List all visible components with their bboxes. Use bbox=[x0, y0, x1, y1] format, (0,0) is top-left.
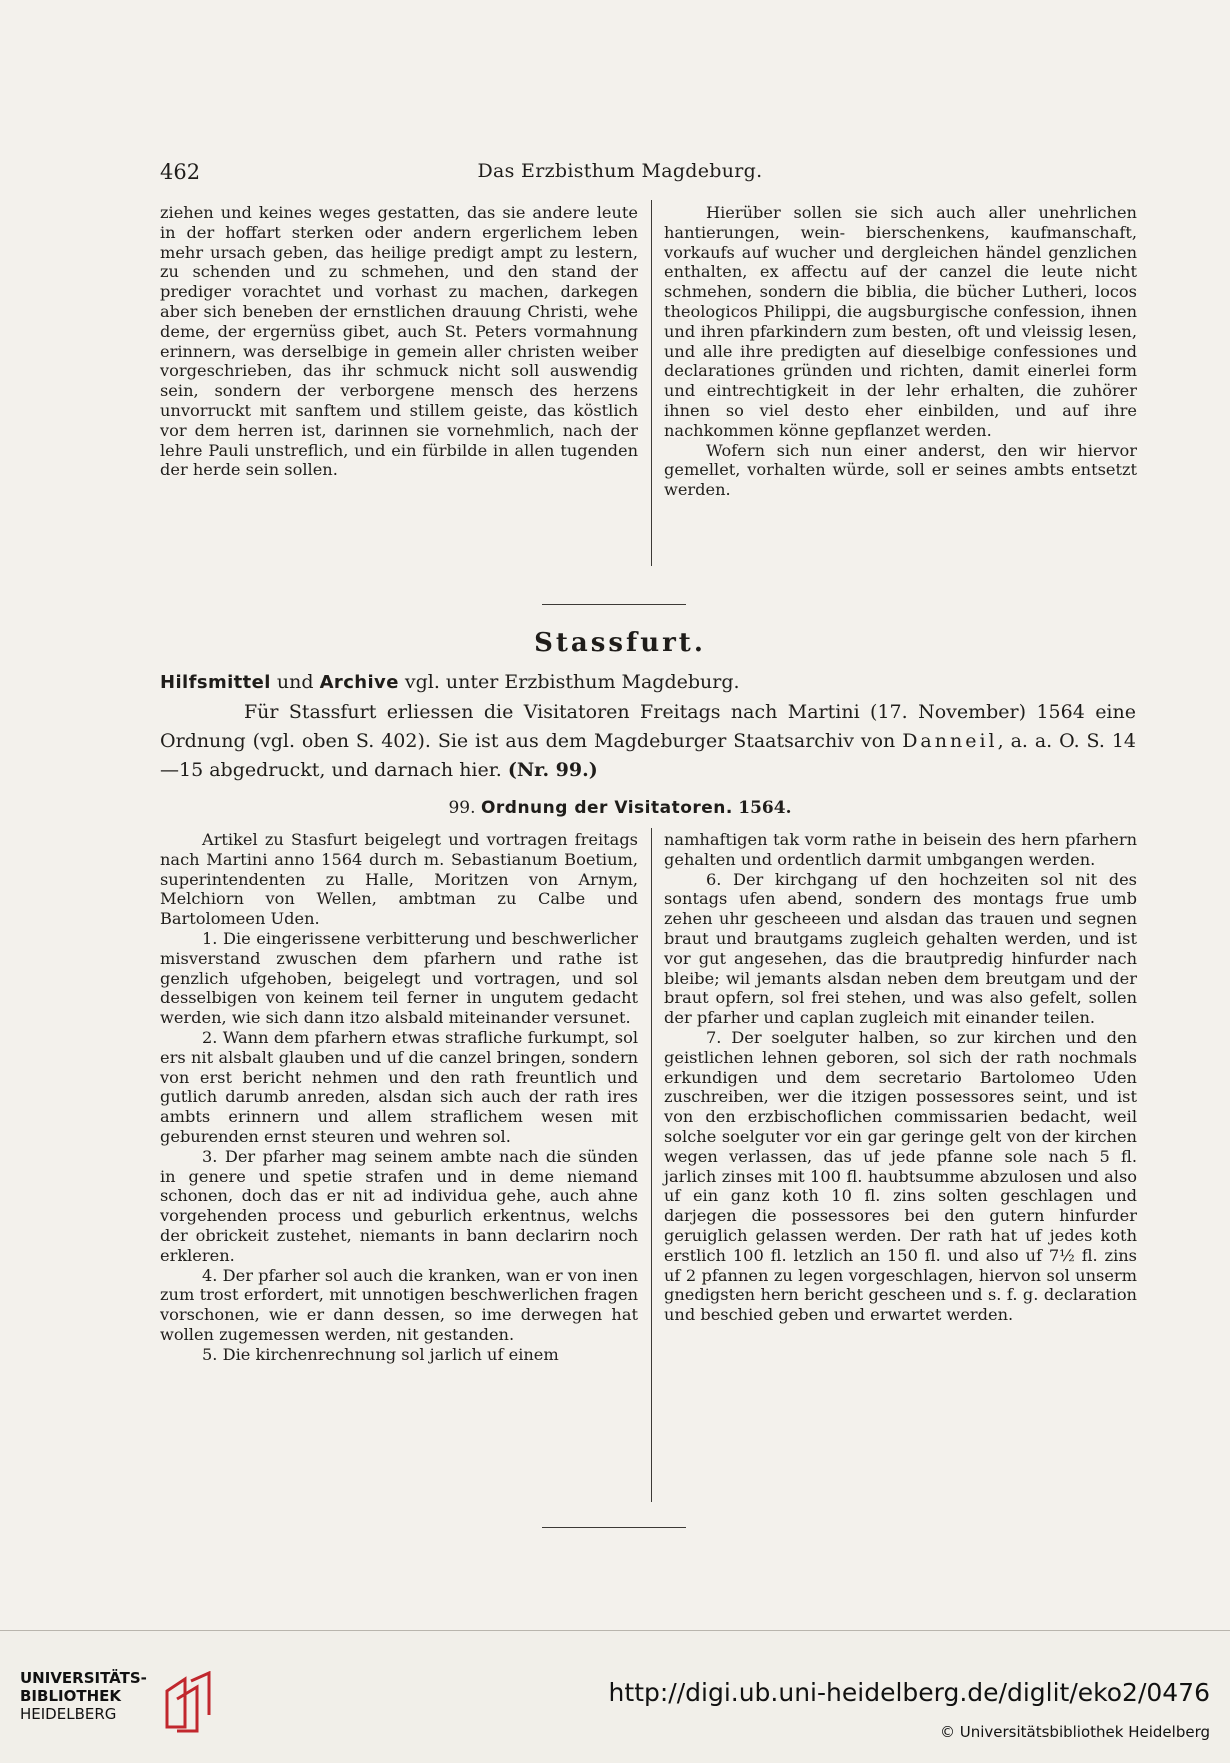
page-header bbox=[160, 160, 1080, 190]
article-1: 1. Die eingerissene verbitterung und beschwerlicher misverstand zwuschen dem pfarhern und rathe ist genzlich ufgehoben, beigelegt und vortragen, und sol desselbigen von keinem teil ferner in ungutem gedacht werden, wie sich dann itzo alsbald miteinander versunet. bbox=[160, 928, 638, 1028]
body-left-column bbox=[160, 830, 638, 1365]
paragraph: Artikel zu Stasfurt beigelegt und vortragen freitags nach Martini anno 1564 durch m. Sebastianum Boetium, superintendenten zu Halle, Moritzen von Arnym, Melchiorn von Wellen, ambtman zu Calbe und Bartolomeen Uden. bbox=[160, 830, 638, 929]
paragraph: Hierüber sollen sie sich auch aller unehrlichen hantierungen, wein- bierschenkens, kaufmanschaft, vorkaufs auf wucher und dergleichen händel genzlichen enthalten, ex affectu auf der canzel die leute nicht schmehen, sondern die biblia, die bücher Lutheri, locos theologicos Philippi, die augsburgische confession, ihnen und ihren pfarkindern zum besten, oft und vleissig lesen, und alle ihre predigten auf dieselbige confessiones und declarationes gründen und richten, damit einerlei form und eintrechtigkeit in der lehr erhalten, die zuhörer ihnen so viel desto eher einbilden, und auf ihre nachkommen könne gepflanzet werden. bbox=[664, 203, 1137, 440]
intro-rest: vgl. unter Erzbisthum Magdeburg. bbox=[398, 671, 740, 693]
page-number: 462 bbox=[160, 160, 201, 184]
article-2: 2. Wann dem pfarhern etwas strafliche furkumpt, sol ers nit alsbalt glauben und uf die canzel bringen, sondern von erst bericht nehmen und den rath freuntlich und gutlich darumb anreden, alsdan sich auch der rath ires ambts erinnern und allem straflichem wesen mit geburenden ernst steuren und wehren sol. bbox=[160, 1027, 638, 1146]
article-5: 5. Die kirchenrechnung sol jarlich uf einem bbox=[202, 1344, 559, 1364]
end-separator bbox=[542, 1527, 686, 1528]
paragraph: ziehen und keines weges gestatten, das sie andere leute in der hoffart sterken oder andern ergerlichem leben mehr ursach geben, das heilige predigt ampt zu lestern, zu schenden und zu schmehen, und den stand der prediger vorachtet und vorhast zu machen, darkegen aber sich beneben der ernstlichen drauung Christi, wehe deme, der ergernüss gibet, auch St. Peters vormahnung erinnern, was derselbige in gemein aller christen weiber vorgeschrieben, das ihr schmuck nicht soll auswendig sein, sondern der verborgene mensch des herzens unvorruckt mit sanftem und stillem geiste, das köstlich vor dem herren ist, darinnen sie vornehmlich, nach der lehre Pauli unstreflich, und ein fürbilde in allen tugenden der herde sein sollen. bbox=[160, 203, 638, 480]
library-name bbox=[20, 1669, 147, 1723]
column-divider bbox=[651, 828, 652, 1502]
paragraph: namhaftigen tak vorm rathe in beisein des hern pfarhern gehalten und ordentlich darmit umbgangen werden. bbox=[664, 830, 1137, 869]
section-title: Stassfurt. bbox=[534, 628, 706, 658]
footer bbox=[0, 1631, 1230, 1763]
paragraph: Wofern sich nun einer anderst, den wir hiervor gemellet, vorhalten würde, soll er seines ambts entsetzt werden. bbox=[664, 440, 1137, 500]
top-right-column bbox=[664, 203, 1137, 500]
article-7: 7. Der soelguter halben, so zur kirchen und den geistlichen lehnen geboren, sol sich der rath nochmals erkundigen und dem secretario Bartolomeo Uden zuschreiben, wer die itzigen possessores seint, und ist von den erzbischoflichen commissarien bedacht, weil solche soelguter vor ein gar geringe gelt von der kirchen wegen verlassen, das uf jede pfanne sole nach 5 fl. jarlich zinses mit 100 fl. haubtsumme abzulosen und also uf ein ganz koth 10 fl. zins solten geschlagen und darjegen die possessores bei den gutern hinfurder geruiglich gelassen werden. Der rath hat uf jedes koth erstlich 100 fl. letzlich an 150 fl. und also uf 7½ fl. zins uf 2 pfannen zu legen vorgeschlagen, hiervon sol unserm gnedigsten hern bericht gescheen und s. f. g. declaration und beschied geben und erwartet werden. bbox=[664, 1027, 1137, 1325]
intro-paragraph bbox=[160, 698, 1136, 785]
intro-joiner: und bbox=[270, 671, 320, 693]
intro-text-b: , a. a. O. S. 14—15 abgedruckt, und darnach hier. bbox=[160, 730, 1136, 781]
aids-and-archives-line bbox=[160, 668, 1136, 697]
running-title: Das Erzbisthum Magdeburg. bbox=[477, 160, 763, 182]
document-number: 99. bbox=[448, 798, 476, 818]
document-title: Ordnung der Visitatoren. bbox=[480, 798, 733, 818]
aids-label: Hilfsmittel bbox=[160, 672, 271, 693]
article-4: 4. Der pfarher sol auch die kranken, wan er von inen zum trost erfordert, mit unnotigen beschwerlichen fragen vorschonen, wie er dann dessen, so ime derwegen hat wollen zugemessen werden, nit gestanden. bbox=[160, 1265, 638, 1344]
document-heading bbox=[160, 798, 1080, 818]
copyright-notice: © Universitätsbibliothek Heidelberg bbox=[939, 1723, 1210, 1741]
library-name-line: UNIVERSITÄTS- bbox=[20, 1669, 147, 1687]
body-right-column bbox=[664, 830, 1137, 1325]
library-name-line: BIBLIOTHEK bbox=[20, 1687, 121, 1705]
article-3: 3. Der pfarher mag seinem ambte nach die sünden in genere und spetie strafen und in deme niemand schonen, doch das er nit ad individua gehe, auch ahne vorgehenden process und geburlich erkentnus, welchs der obrickeit zustehet, niemants in bann declarirn noch erkleren. bbox=[160, 1146, 638, 1265]
article-6: 6. Der kirchgang uf den hochzeiten sol nit des sontags ufen abend, sondern des montags frue umb zehen uhr gescheeen und alsdan das trauen und segnen braut und brautgams zugleich gehalten werden, und ist vor gut angesehen, das die brautpredig hinfurder nach bleibe; wil jemants alsdan neben dem breutgam und der braut opfern, sol frei stehen, und was also gefelt, sollen der pfarher und caplan zugleich mit einander teilen. bbox=[664, 869, 1137, 1028]
archives-label: Archive bbox=[319, 672, 399, 693]
author-name: Danneil bbox=[902, 730, 998, 752]
source-url-link[interactable]: http://digi.ub.uni-heidelberg.de/diglit/eko2/0476 bbox=[608, 1678, 1210, 1707]
library-name-line: HEIDELBERG bbox=[20, 1705, 117, 1723]
section-separator bbox=[542, 604, 686, 605]
document-reference: (Nr. 99.) bbox=[507, 759, 598, 781]
library-logo[interactable] bbox=[20, 1669, 220, 1741]
intro-text-a: Für Stassfurt erliessen die Visitatoren Freitags nach Martini (17. November) 1564 eine Ordnung (vgl. oben S. 402). Sie ist aus dem Magdeburger Staatsarchiv von bbox=[160, 701, 1136, 752]
document-year: 1564. bbox=[738, 798, 792, 818]
column-divider bbox=[651, 200, 652, 566]
top-left-column bbox=[160, 203, 638, 480]
library-emblem-icon bbox=[163, 1671, 213, 1735]
